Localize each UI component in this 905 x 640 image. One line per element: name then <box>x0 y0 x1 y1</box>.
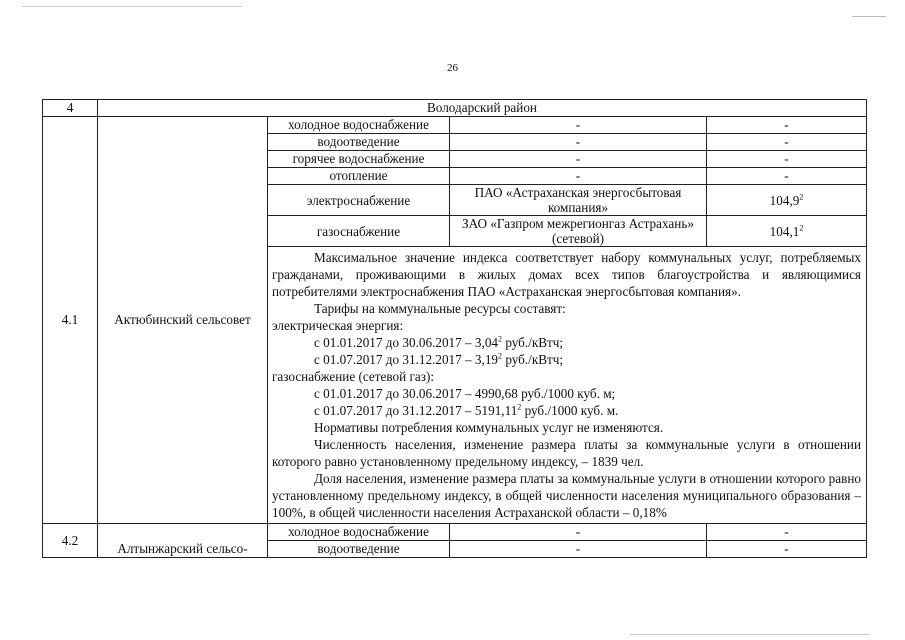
service-name: холодное водоснабжение <box>268 117 450 134</box>
scan-artifact-bottom-right <box>630 634 870 635</box>
provider-name: - <box>450 134 707 151</box>
service-name: электроснабжение <box>268 185 450 216</box>
provider-name: - <box>450 524 707 541</box>
scan-artifact-top-left <box>22 6 242 7</box>
service-name: отопление <box>268 168 450 185</box>
index-value <box>707 185 867 216</box>
district-number: 4 <box>43 100 98 117</box>
provider-name: - <box>450 541 707 558</box>
municipality-name: Алтынжарский сельсо- <box>98 524 268 558</box>
table-row <box>43 524 867 541</box>
description-paragraph: Максимальное значение индекса соответствует набору коммунальных услуг, потребляемых гражданами, проживающими в жилых домах всех типов благоустройства и являющимися потребителями электроснабжения ПАО «Астраханская энергосбытовая компания». <box>272 250 861 299</box>
description-paragraph: Тарифы на коммунальные ресурсы составят: <box>314 301 566 316</box>
service-name: горячее водоснабжение <box>268 151 450 168</box>
tariff-unit: руб./кВтч; <box>502 335 564 350</box>
index-number: 104,1 <box>769 223 800 239</box>
tariff-text: с 01.07.2017 до 31.12.2017 – 5191,11 <box>314 403 518 418</box>
tariff-table <box>42 99 867 558</box>
footnote-mark: 2 <box>498 351 503 361</box>
tariff-text: с 01.01.2017 до 30.06.2017 – 3,04 <box>314 335 499 350</box>
district-title: Володарский район <box>98 100 867 117</box>
district-header-row <box>43 100 867 117</box>
provider-name: ЗАО «Газпром межрегионгаз Астрахань» (сетевой) <box>450 216 707 247</box>
service-name: водоотведение <box>268 134 450 151</box>
table-row <box>43 117 867 134</box>
tariff-text: с 01.07.2017 до 31.12.2017 – 3,19 <box>314 352 499 367</box>
tariff-unit: руб./1000 куб. м. <box>521 403 619 418</box>
tariff-line: с 01.01.2017 до 30.06.2017 – 4990,68 руб./1000 куб. м; <box>314 386 616 401</box>
section-description <box>268 247 867 524</box>
footnote-mark: 2 <box>498 334 503 344</box>
index-value <box>707 216 867 247</box>
description-paragraph: Доля населения, изменение размера платы за коммунальные услуги в отношении которого равно установленному предельному индексу, в общей численности населения муниципального образования – 100%, в общей численности населения Астраханской области – 0,18% <box>272 471 861 520</box>
service-name: водоотведение <box>268 541 450 558</box>
tariff-line <box>272 402 861 419</box>
description-paragraph: электрическая энергия: <box>272 318 404 333</box>
index-value: - <box>707 524 867 541</box>
service-name: холодное водоснабжение <box>268 524 450 541</box>
index-number: 104,9 <box>769 192 800 208</box>
scan-artifact-top-right <box>852 16 886 17</box>
page-number: 26 <box>447 62 458 74</box>
provider-name: - <box>450 151 707 168</box>
footnote-mark: 2 <box>517 402 522 412</box>
municipality-name: Актюбинский сельсовет <box>98 117 268 524</box>
provider-name: - <box>450 168 707 185</box>
footnote-mark: 2 <box>799 223 804 233</box>
index-value: - <box>707 134 867 151</box>
description-paragraph: Численность населения, изменение размера платы за коммунальные услуги в отношении которого равно установленному предельному индексу, – 1839 чел. <box>272 437 861 469</box>
index-value: - <box>707 151 867 168</box>
description-paragraph: Нормативы потребления коммунальных услуг не изменяются. <box>314 420 664 435</box>
tariff-line <box>272 351 861 368</box>
provider-name: ПАО «Астраханская энергосбытовая компания» <box>450 185 707 216</box>
footnote-mark: 2 <box>799 192 804 202</box>
index-value: - <box>707 168 867 185</box>
provider-name: - <box>450 117 707 134</box>
section-number: 4.1 <box>43 117 98 524</box>
index-value: - <box>707 117 867 134</box>
section-number: 4.2 <box>43 524 98 558</box>
description-paragraph: газоснабжение (сетевой газ): <box>272 369 435 384</box>
tariff-line <box>272 334 861 351</box>
service-name: газоснабжение <box>268 216 450 247</box>
tariff-unit: руб./кВтч; <box>502 352 564 367</box>
index-value: - <box>707 541 867 558</box>
